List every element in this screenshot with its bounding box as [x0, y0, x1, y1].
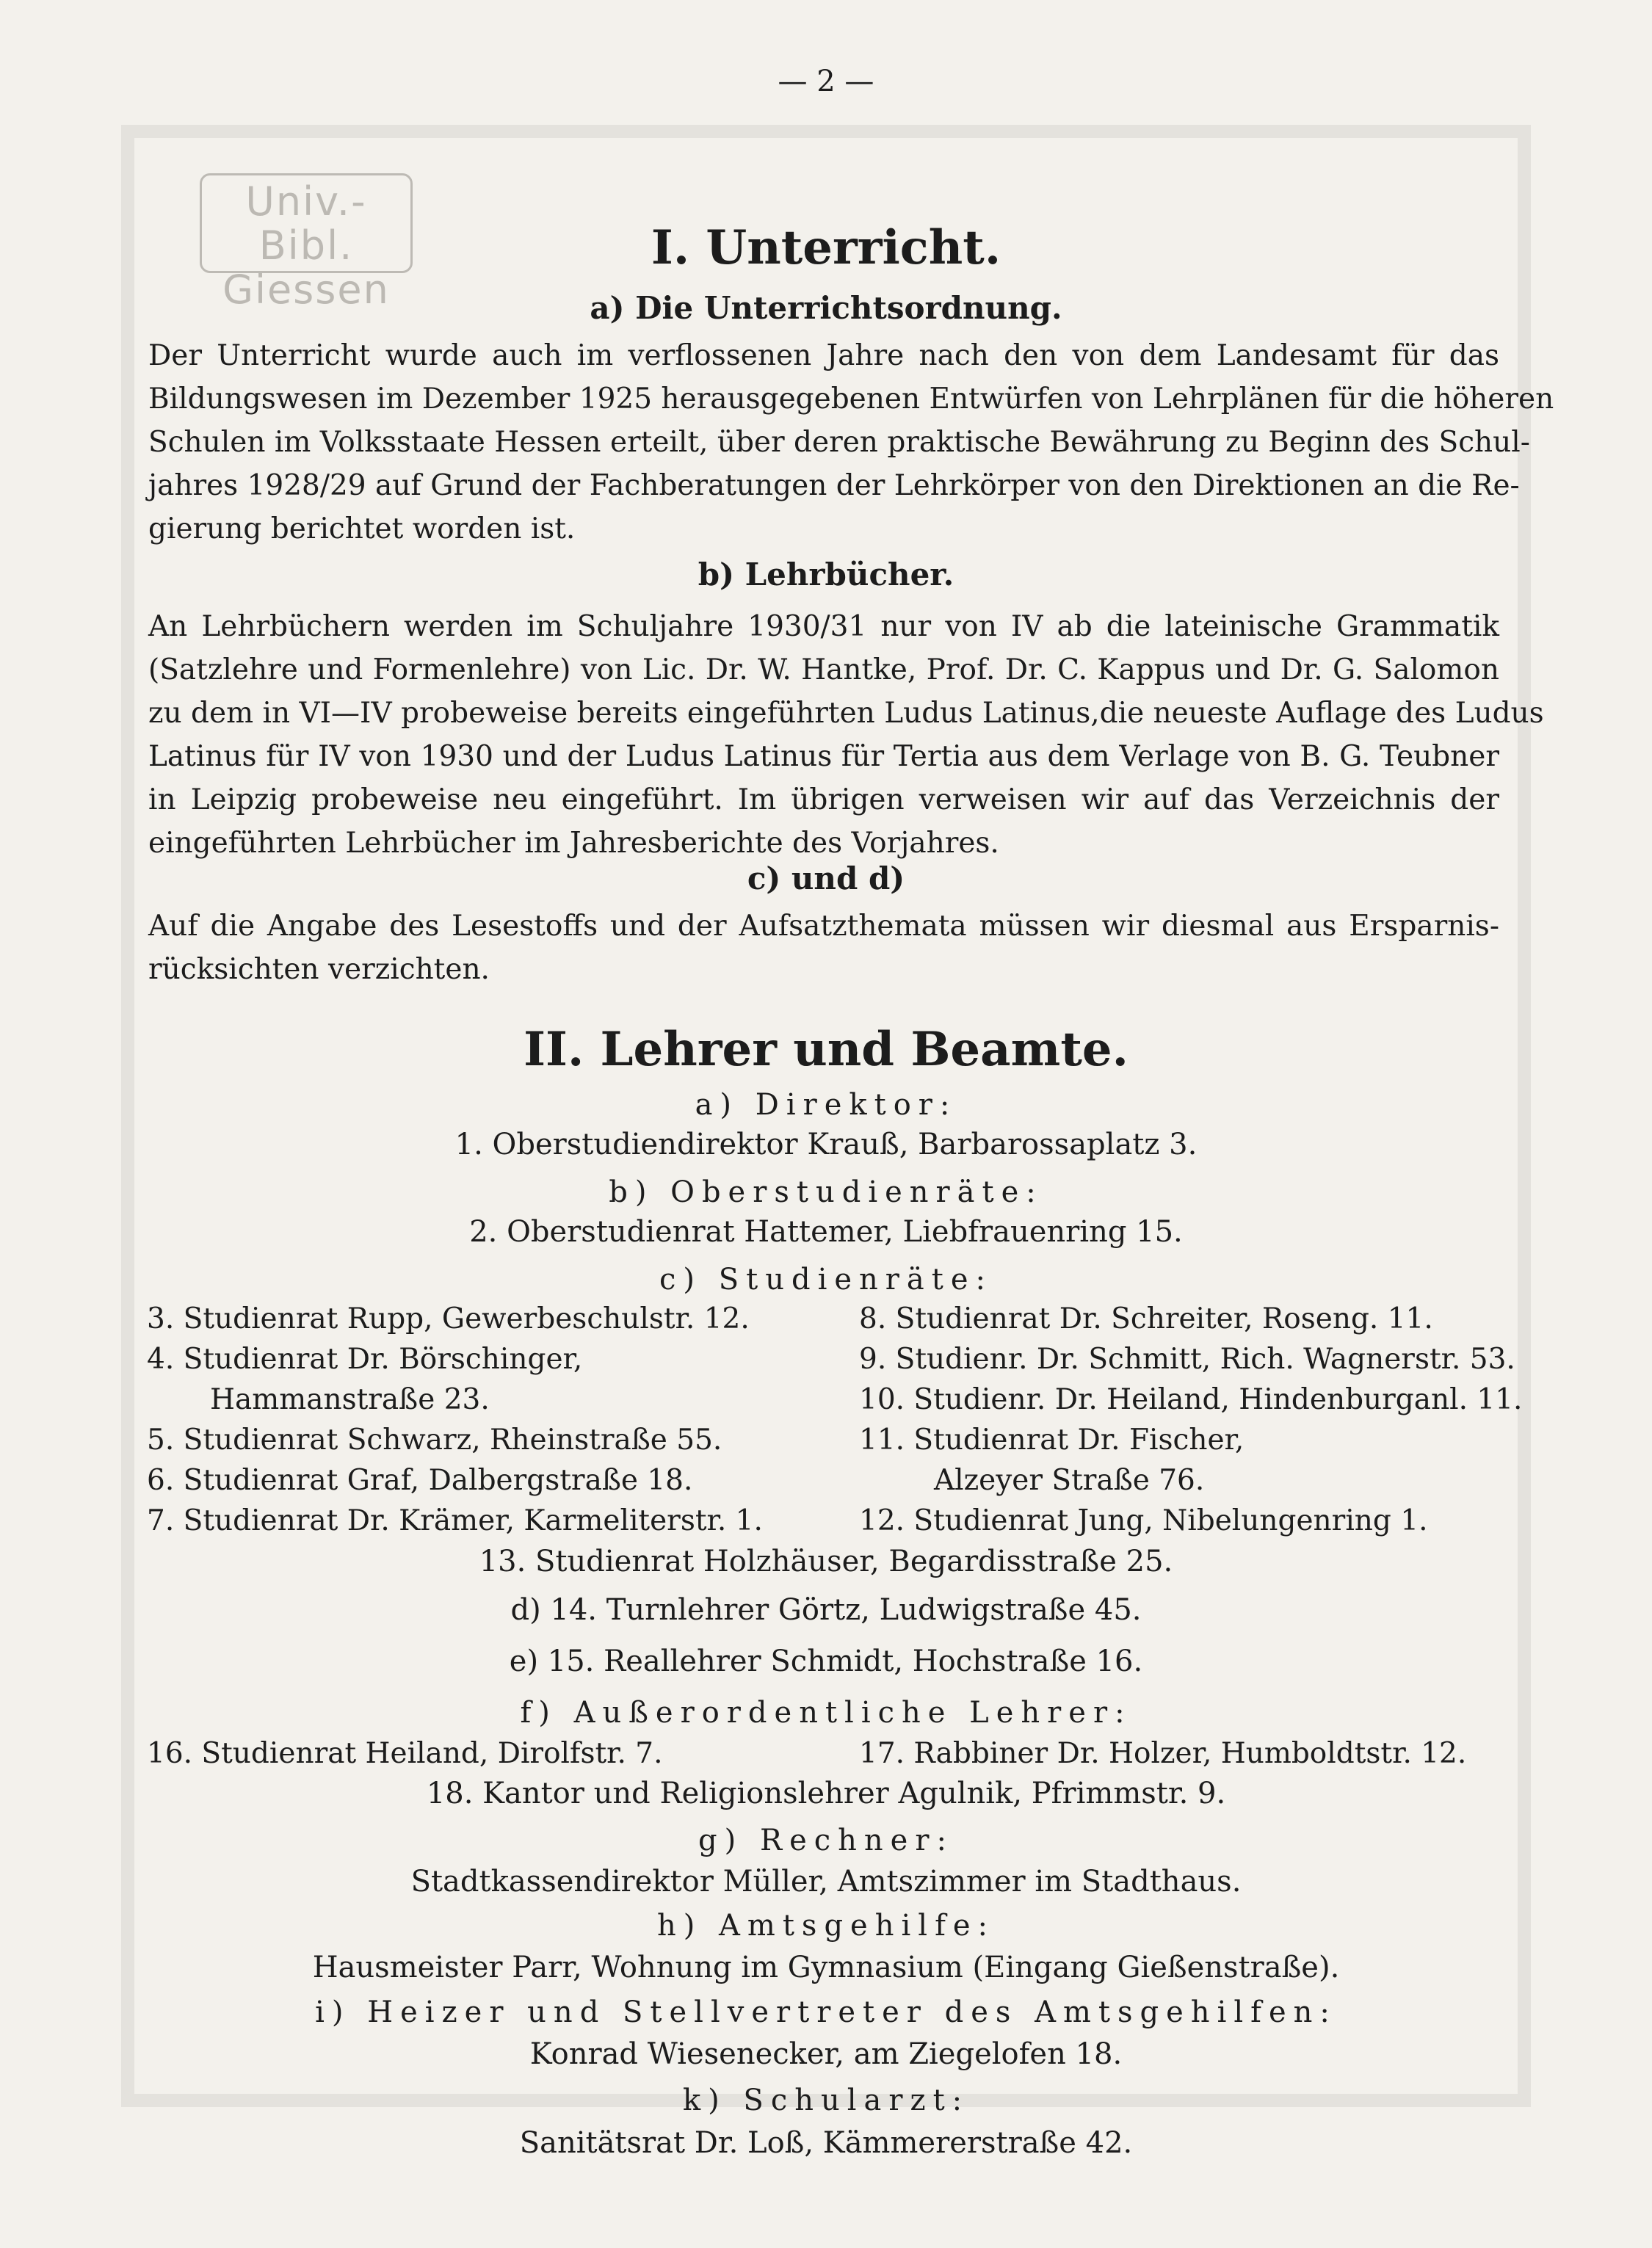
- text-line: in Leipzig probeweise neu eingeführt. Im übrigen verweisen wir auf das Verzeichnis der: [148, 783, 1499, 816]
- teachers-heading: c) Studienräte:: [659, 1263, 993, 1297]
- staff-entry-2: 2. Oberstudienrat Hattemer, Liebfrauenring 15.: [469, 1215, 1183, 1249]
- staff-entry-4: 4. Studienrat Dr. Börschinger,: [147, 1343, 583, 1376]
- accountant-entry: Stadtkassendirektor Müller, Amtszimmer im Stadthaus.: [410, 1865, 1242, 1899]
- staff-entry-18: 18. Kantor und Religionslehrer Agulnik, Pfrimmstr. 9.: [426, 1777, 1226, 1810]
- staff-entry-9: 9. Studienr. Dr. Schmitt, Rich. Wagnerstr. 53.: [859, 1343, 1515, 1376]
- section-1b-heading: b) Lehrbücher.: [698, 556, 954, 592]
- staff-entry-17: 17. Rabbiner Dr. Holzer, Humboldtstr. 12.: [859, 1737, 1467, 1770]
- text-line: Schulen im Volksstaate Hessen erteilt, über deren praktische Bewährung zu Beginn des Schul-: [148, 426, 1530, 459]
- director-heading: a) Direktor:: [695, 1088, 957, 1122]
- text-line: jahres 1928/29 auf Grund der Fachberatungen der Lehrkörper von den Direktionen an die Re-: [148, 469, 1520, 502]
- text-line: (Satzlehre und Formenlehre) von Lic. Dr. W. Hantke, Prof. Dr. C. Kappus und Dr. G. Salomon: [148, 653, 1499, 686]
- staff-entry-11-address: Alzeyer Straße 76.: [934, 1464, 1205, 1497]
- staff-entry-16: 16. Studienrat Heiland, Dirolfstr. 7.: [147, 1737, 663, 1770]
- section-1b-paragraph: [148, 605, 1544, 865]
- staff-entry-3: 3. Studienrat Rupp, Gewerbeschulstr. 12.: [147, 1302, 750, 1335]
- school-doctor-entry: Sanitätsrat Dr. Loß, Kämmererstraße 42.: [519, 2126, 1133, 2160]
- staff-entry-4-address: Hammanstraße 23.: [210, 1383, 490, 1416]
- text-line: Auf die Angabe des Lesestoffs und der Aufsatzthemata müssen wir diesmal aus Ersparnis-: [148, 910, 1499, 943]
- extraordinary-teachers-heading: f) Außerordentliche Lehrer:: [520, 1696, 1132, 1730]
- stamp-line-1: Univ.-Bibl.: [245, 178, 367, 269]
- staff-entry-15: e) 15. Reallehrer Schmidt, Hochstraße 16.: [509, 1645, 1143, 1678]
- section-2-title: II. Lehrer und Beamte.: [524, 1022, 1128, 1077]
- staff-entry-14: d) 14. Turnlehrer Görtz, Ludwigstraße 45.: [510, 1593, 1142, 1627]
- office-assistant-entry: Hausmeister Parr, Wohnung im Gymnasium (Eingang Gießenstraße).: [312, 1951, 1340, 1984]
- accountant-heading: g) Rechner:: [698, 1824, 954, 1857]
- staff-entry-11: 11. Studienrat Dr. Fischer,: [859, 1424, 1245, 1457]
- text-line: Latinus für IV von 1930 und der Ludus Latinus für Tertia aus dem Verlage von B. G. Teubner: [148, 740, 1499, 773]
- staff-entry-5: 5. Studienrat Schwarz, Rheinstraße 55.: [147, 1424, 722, 1457]
- section-1-title: I. Unterricht.: [651, 220, 1001, 275]
- section-1a-paragraph: [148, 334, 1554, 551]
- section-1cd-paragraph: [148, 904, 1499, 991]
- text-line: An Lehrbüchern werden im Schuljahre 1930/31 nur von IV ab die lateinische Grammatik: [148, 610, 1499, 643]
- staff-entry-12: 12. Studienrat Jung, Nibelungenring 1.: [859, 1504, 1428, 1537]
- text-line: gierung berichtet worden ist.: [148, 512, 576, 545]
- staff-entry-7: 7. Studienrat Dr. Krämer, Karmeliterstr. 1.: [147, 1504, 763, 1537]
- text-line: Der Unterricht wurde auch im verflossenen Jahre nach den von dem Landesamt für das: [148, 339, 1499, 372]
- school-doctor-heading: k) Schularzt:: [682, 2084, 970, 2117]
- senior-teachers-heading: b) Oberstudienräte:: [609, 1175, 1043, 1209]
- text-line: eingeführten Lehrbücher im Jahresberichte des Vorjahres.: [148, 827, 999, 860]
- page-number: — 2 —: [778, 65, 874, 98]
- stamp-line-2: Giessen: [222, 267, 390, 313]
- staff-entry-10: 10. Studienr. Dr. Heiland, Hindenburganl. 11.: [859, 1383, 1523, 1416]
- text-line: rücksichten verzichten.: [148, 953, 490, 986]
- heater-heading: i) Heizer und Stellvertreter des Amtsgehilfen:: [315, 1995, 1337, 2029]
- office-assistant-heading: h) Amtsgehilfe:: [656, 1909, 996, 1943]
- section-1a-heading: a) Die Unterrichtsordnung.: [590, 290, 1062, 326]
- text-line: Bildungswesen im Dezember 1925 herausgegebenen Entwürfen von Lehrplänen für die höheren: [148, 382, 1554, 416]
- staff-entry-13: 13. Studienrat Holzhäuser, Begardisstraße 25.: [479, 1545, 1173, 1578]
- staff-entry-8: 8. Studienrat Dr. Schreiter, Roseng. 11.: [859, 1302, 1433, 1335]
- heater-entry: Konrad Wiesenecker, am Ziegelofen 18.: [529, 2037, 1123, 2071]
- staff-entry-1: 1. Oberstudiendirektor Krauß, Barbarossaplatz 3.: [454, 1128, 1198, 1161]
- section-1cd-heading: c) und d): [747, 860, 905, 896]
- staff-entry-6: 6. Studienrat Graf, Dalbergstraße 18.: [147, 1464, 693, 1497]
- text-line: zu dem in VI—IV probeweise bereits eingeführten Ludus Latinus,die neueste Auflage des Ludus: [148, 697, 1544, 730]
